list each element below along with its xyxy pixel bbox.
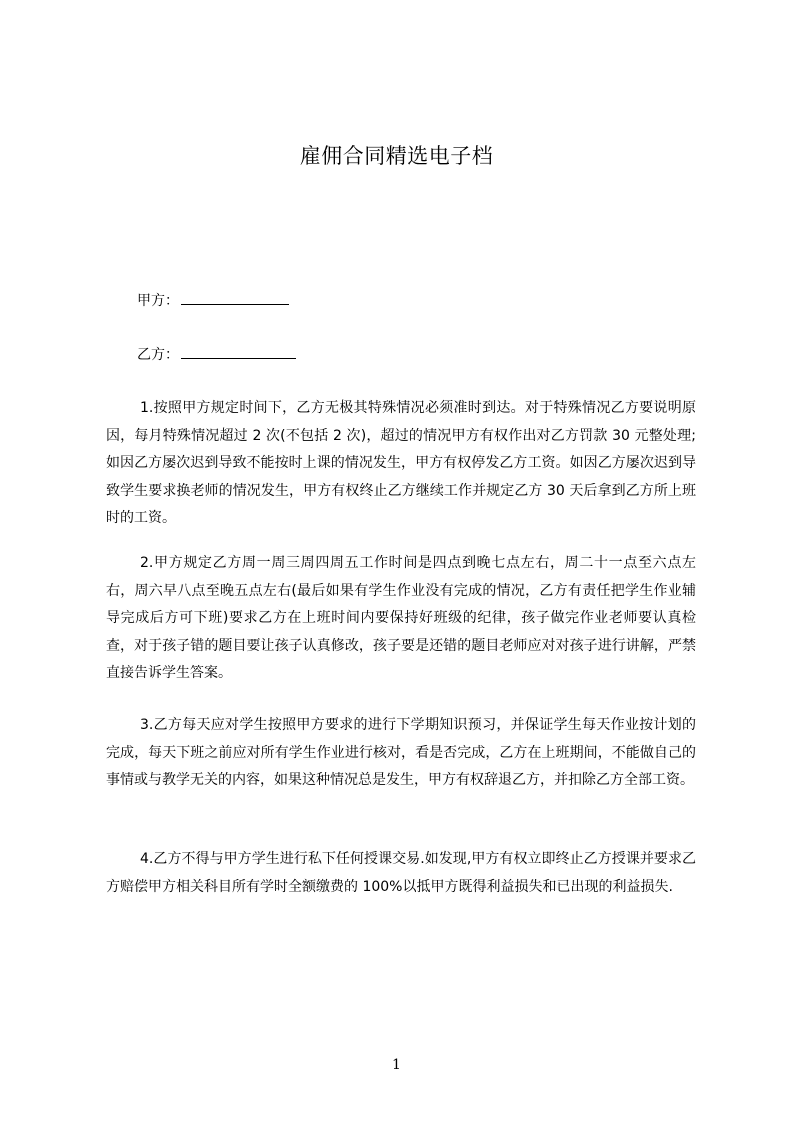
party-a-blank	[181, 290, 289, 305]
party-b-label: 乙方：	[137, 347, 179, 363]
party-a-label: 甲方：	[137, 293, 179, 309]
party-b-blank	[181, 344, 296, 359]
party-b-line	[137, 344, 296, 365]
clause-1: 1.按照甲方规定时间下，乙方无极其特殊情况必须准时到达。对于特殊情况乙方要说明原因，每月特殊情况超过 2 次(不包括 2 次)，超过的情况甲方有权作出对乙方罚款 30 元整处理;如因乙方屡次迟到导致不能按时上课的情况发生，甲方有权停发乙方工资。如因乙方屡次迟到导致学生要求换老师的情况发生，甲方有权终止乙方继续工作并规定乙方 30 天后拿到乙方所上班时的工资。	[106, 400, 696, 526]
page-number: 1	[392, 1057, 401, 1073]
clause-4: 4.乙方不得与甲方学生进行私下任何授课交易.如发现,甲方有权立即终止乙方授课并要求乙方赔偿甲方相关科目所有学时全额缴费的 100%以抵甲方既得利益损失和已出现的利益损失.	[106, 851, 696, 895]
document-title: 雇佣合同精选电子档	[299, 144, 494, 168]
party-a-line	[137, 290, 289, 311]
clause-2: 2.甲方规定乙方周一周三周四周五工作时间是四点到晚七点左右，周二十一点至六点左右，周六早八点至晚五点左右(最后如果有学生作业没有完成的情况，乙方有责任把学生作业辅导完成后方可下班)要求乙方在上班时间内要保持好班级的纪律，孩子做完作业老师要认真检查，对于孩子错的题目要让孩子认真修改，孩子要是还错的题目老师应对对孩子进行讲解，严禁直接告诉学生答案。	[106, 555, 696, 681]
clause-3: 3.乙方每天应对学生按照甲方要求的进行下学期知识预习，并保证学生每天作业按计划的完成，每天下班之前应对所有学生作业进行核对，看是否完成，乙方在上班期间，不能做自己的事情或与教学无关的内容，如果这种情况总是发生，甲方有权辞退乙方，并扣除乙方全部工资。	[106, 717, 696, 788]
